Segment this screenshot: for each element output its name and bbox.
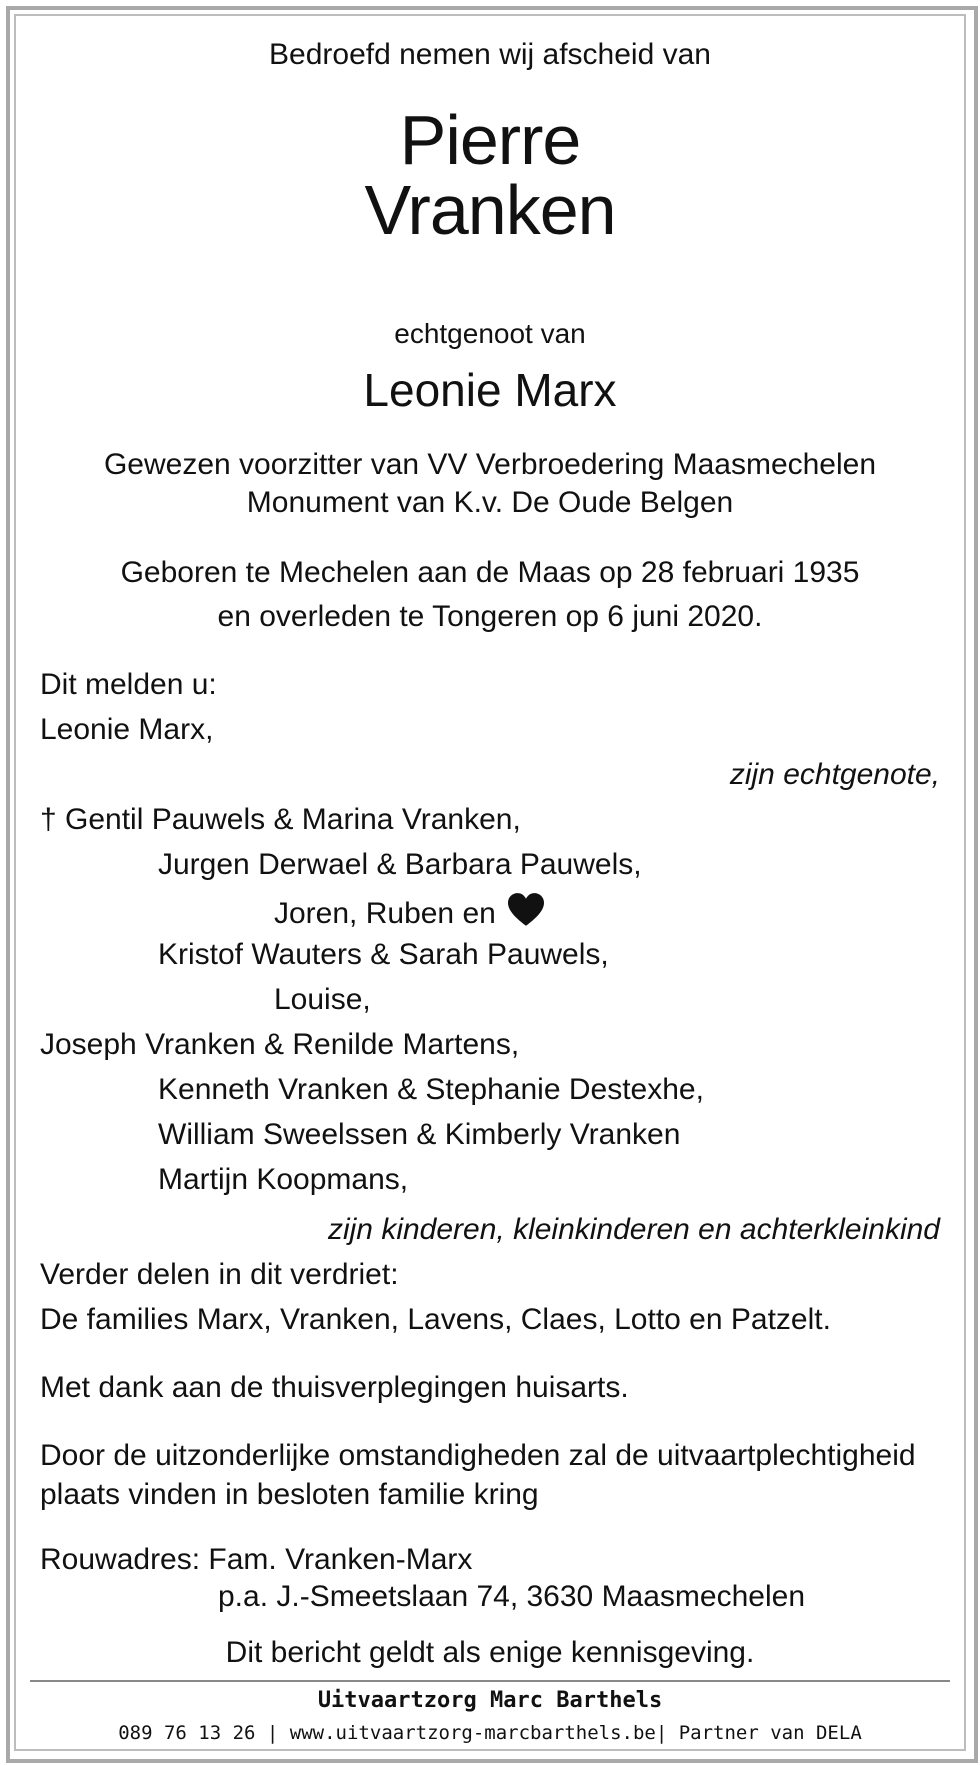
birth-line: Geboren te Mechelen aan de Maas op 28 februari 1935 bbox=[120, 556, 860, 589]
family-line: Jurgen Derwael & Barbara Pauwels, bbox=[158, 848, 642, 881]
family-line: Martijn Koopmans, bbox=[158, 1163, 409, 1196]
funeral-home-contact: 089 76 13 26 | www.uitvaartzorg-marcbarthels.be| Partner van DELA bbox=[118, 1722, 862, 1744]
children-role: zijn kinderen, kleinkinderen en achterkleinkind bbox=[327, 1213, 940, 1246]
extended-families: De families Marx, Vranken, Lavens, Claes, Lotto en Patzelt. bbox=[40, 1303, 831, 1336]
family-line: William Sweelssen & Kimberly Vranken bbox=[158, 1118, 681, 1151]
thanks-text: Met dank aan de thuisverplegingen huisarts. bbox=[40, 1371, 629, 1404]
spouse-role: zijn echtgenote, bbox=[729, 758, 940, 791]
deceased-first-name: Pierre bbox=[399, 101, 581, 179]
family-line: Kenneth Vranken & Stephanie Destexhe, bbox=[158, 1073, 704, 1106]
heart-icon bbox=[508, 893, 544, 927]
extended-intro: Verder delen in dit verdriet: bbox=[40, 1258, 399, 1291]
ceremony-line-1: Door de uitzonderlijke omstandigheden zal de uitvaartplechtigheid bbox=[40, 1439, 916, 1472]
family-line: Louise, bbox=[274, 983, 371, 1016]
ceremony-line-2: plaats vinden in besloten familie kring bbox=[40, 1478, 539, 1511]
title-line-2: Monument van K.v. De Oude Belgen bbox=[246, 486, 734, 519]
spouse-intro: echtgenoot van bbox=[394, 318, 586, 349]
family-intro: Dit melden u: bbox=[40, 668, 217, 701]
spouse-name: Leonie Marx bbox=[363, 364, 617, 416]
intro-text: Bedroefd nemen wij afscheid van bbox=[269, 38, 711, 71]
family-line: Joren, Ruben en bbox=[274, 897, 496, 930]
notice-text: Dit bericht geldt als enige kennisgeving. bbox=[225, 1636, 755, 1669]
family-spouse: Leonie Marx, bbox=[40, 713, 214, 746]
family-line: † Gentil Pauwels & Marina Vranken, bbox=[40, 803, 521, 836]
funeral-home-name: Uitvaartzorg Marc Barthels bbox=[317, 1688, 663, 1713]
death-line: en overleden te Tongeren op 6 juni 2020. bbox=[217, 600, 763, 633]
address-line: p.a. J.-Smeetslaan 74, 3630 Maasmechelen bbox=[218, 1580, 806, 1613]
family-line: Kristof Wauters & Sarah Pauwels, bbox=[158, 938, 609, 971]
address-label: Rouwadres: Fam. Vranken-Marx bbox=[40, 1543, 473, 1576]
deceased-last-name: Vranken bbox=[364, 171, 616, 249]
title-line-1: Gewezen voorzitter van VV Verbroedering Maasmechelen bbox=[103, 448, 877, 481]
family-line-with-heart bbox=[274, 893, 544, 931]
footer-divider bbox=[30, 1680, 950, 1682]
family-line: Joseph Vranken & Renilde Martens, bbox=[40, 1028, 520, 1061]
